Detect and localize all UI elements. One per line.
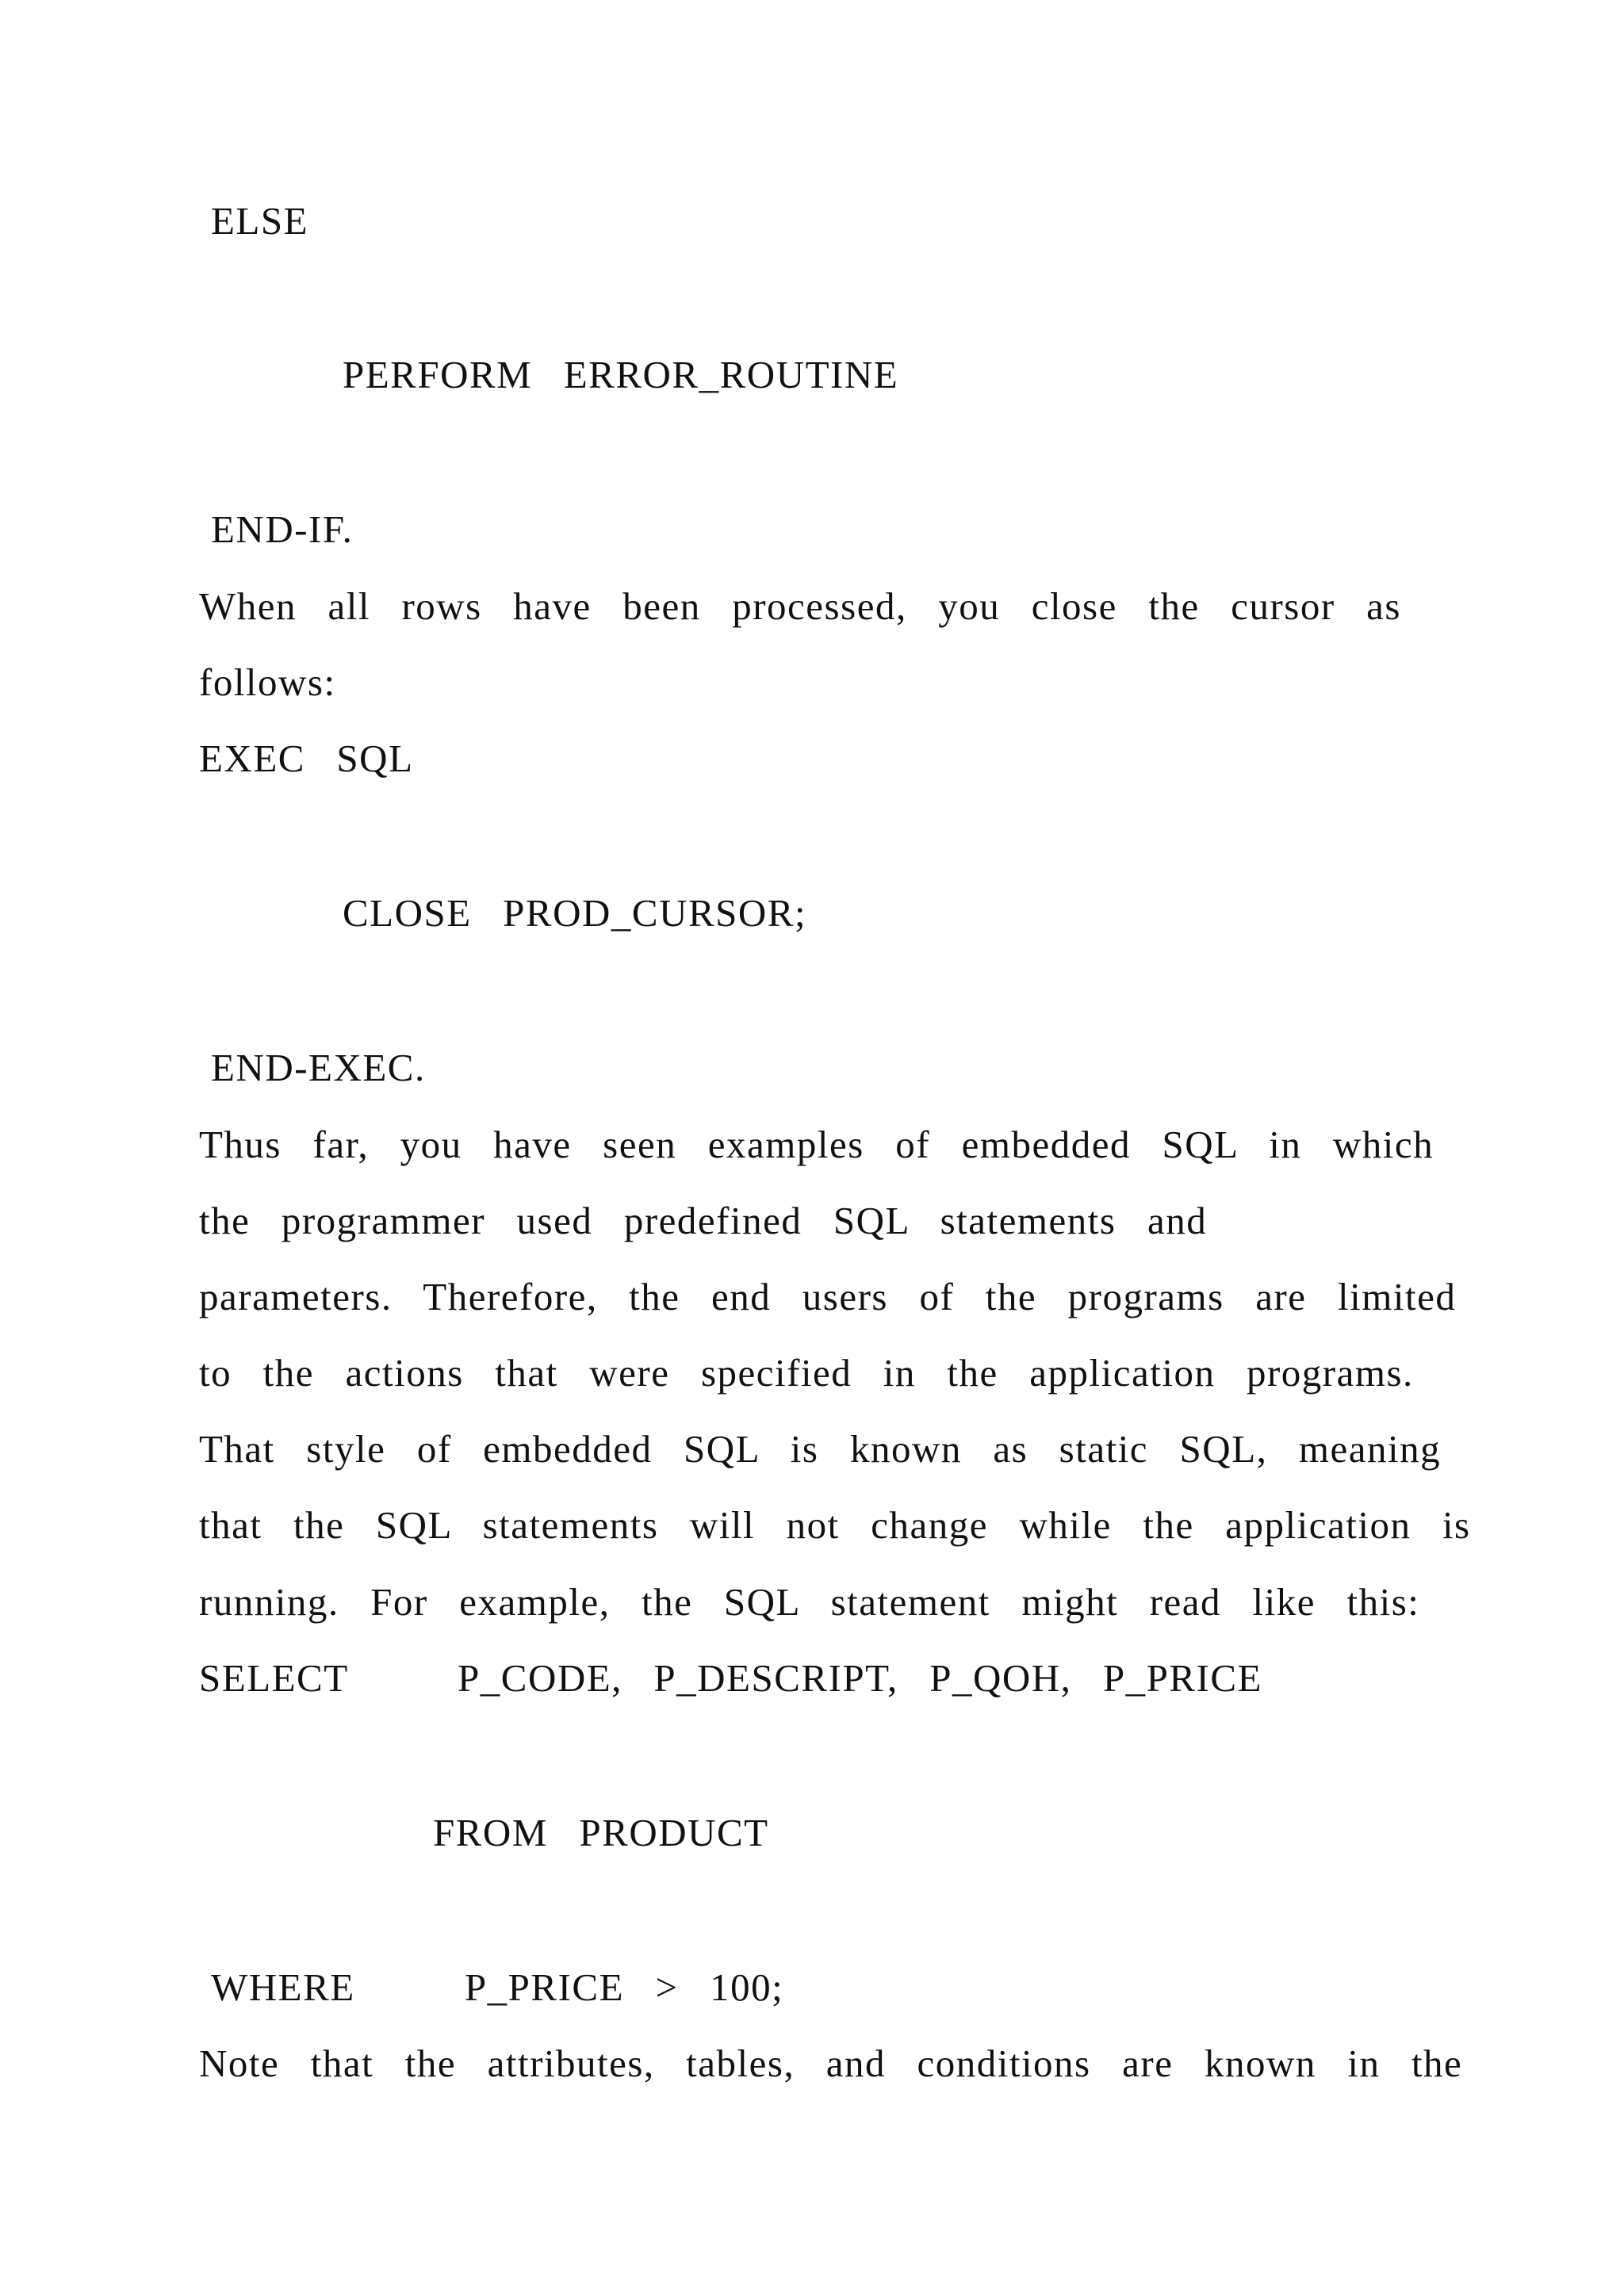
code-close-cursor: CLOSE PROD_CURSOR; <box>343 891 807 935</box>
code-perform-error-routine: PERFORM ERROR_ROUTINE <box>343 353 899 396</box>
paragraph-line: to the actions that were specified in the application programs. <box>199 1351 1414 1395</box>
paragraph-line: the programmer used predefined SQL statements and <box>199 1199 1208 1242</box>
code-else: ELSE <box>211 199 309 243</box>
code-end-if: END-IF. <box>211 507 354 551</box>
paragraph-line: When all rows have been processed, you close the cursor as <box>199 584 1402 628</box>
code-exec-sql: EXEC SQL <box>199 737 414 780</box>
paragraph-line: parameters. Therefore, the end users of the programs are limited <box>199 1275 1457 1318</box>
paragraph-line: Note that the attributes, tables, and conditions are known in the <box>199 2042 1463 2085</box>
paragraph-line: running. For example, the SQL statement might read like this: <box>199 1580 1420 1624</box>
code-end-exec: END-EXEC. <box>211 1046 426 1089</box>
paragraph-line: follows: <box>199 660 336 704</box>
paragraph-line: That style of embedded SQL is known as static SQL, meaning <box>199 1427 1442 1471</box>
paragraph-line: that the SQL statements will not change while the application is <box>199 1503 1471 1547</box>
code-where: WHERE P_PRICE > 100; <box>211 1965 784 2009</box>
code-from-product: FROM PRODUCT <box>433 1811 769 1854</box>
code-select: SELECT P_CODE, P_DESCRIPT, P_QOH, P_PRICE <box>199 1656 1262 1700</box>
paragraph-line: Thus far, you have seen examples of embedded SQL in which <box>199 1123 1434 1166</box>
